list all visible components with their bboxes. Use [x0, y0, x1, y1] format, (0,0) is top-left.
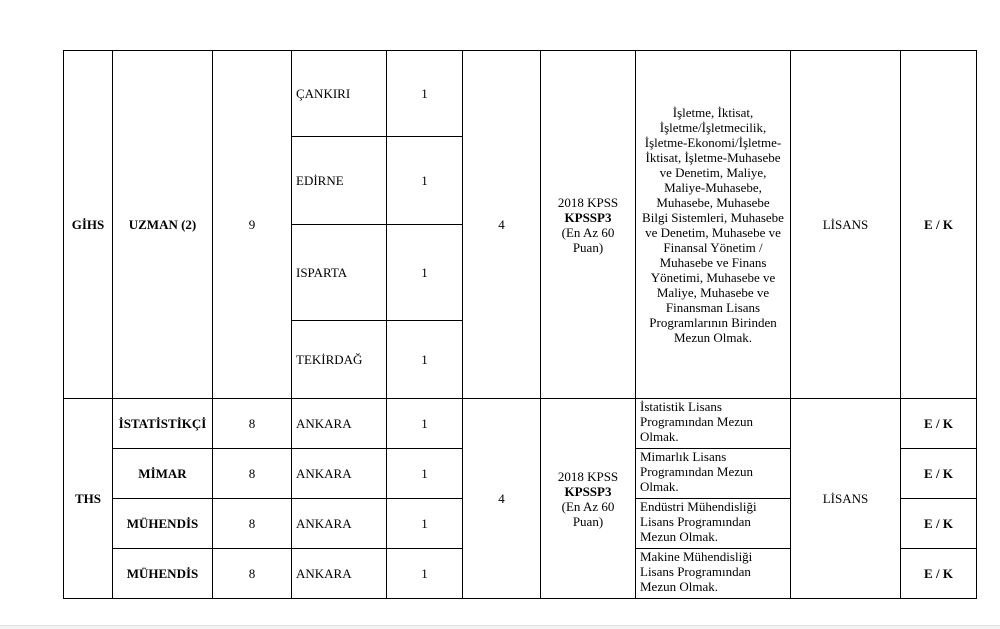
exam-line: 2018 KPSS: [557, 194, 619, 210]
qualification-line: İşletme-Ekonomi/İşletme-: [644, 134, 782, 150]
qualification-cell: [636, 51, 791, 399]
qualification-line: Endüstri Mühendisliği: [640, 499, 757, 514]
qualification-cell: [636, 449, 791, 499]
qualification-line: Lisans Programından: [640, 564, 751, 579]
quota-cell: 4: [463, 399, 541, 599]
total-cell: 8: [213, 399, 292, 449]
exam-line: Puan): [572, 513, 604, 529]
positions-table: [63, 50, 977, 599]
unit-cell: THS: [64, 399, 113, 599]
exam-line: 2018 KPSS: [557, 468, 619, 484]
gender-cell: E / K: [901, 549, 977, 599]
qualification-line: ve Denetim, Maliye,: [659, 164, 767, 180]
table-row: [64, 399, 977, 449]
qualification-line: Programından Mezun: [640, 464, 754, 479]
gender-cell: E / K: [901, 51, 977, 399]
qualification-line: Finansman Lisans: [665, 299, 761, 315]
city-cell: ANKARA: [292, 399, 387, 449]
exam-type: KPSSP3: [564, 209, 612, 225]
qualification-line: Programlarının Birinden: [649, 314, 777, 330]
exam-line: (En Az 60: [561, 224, 615, 240]
total-cell: 8: [213, 499, 292, 549]
education-cell: LİSANS: [791, 399, 901, 599]
qualification-line: Mezun Olmak.: [674, 329, 752, 345]
qualification-line: İşletme, İktisat,: [672, 104, 754, 120]
total-cell: 9: [213, 51, 292, 399]
qualification-line: Muhasebe, Muhasebe: [656, 194, 770, 210]
qualification-line: Yönetimi, Muhasebe ve: [650, 269, 776, 285]
qualification-line: Mimarlık Lisans: [640, 449, 727, 464]
count-cell: 1: [387, 51, 463, 137]
title-cell: UZMAN (2): [113, 51, 213, 399]
qualification-cell: [636, 399, 791, 449]
quota-cell: 4: [463, 51, 541, 399]
count-cell: 1: [387, 225, 463, 321]
gender-cell: E / K: [901, 449, 977, 499]
qualification-line: Finansal Yönetim /: [663, 239, 763, 255]
count-cell: 1: [387, 137, 463, 225]
exam-line: Puan): [572, 239, 604, 255]
exam-type: KPSSP3: [564, 483, 612, 499]
gender-cell: E / K: [901, 499, 977, 549]
exam-cell: [541, 51, 636, 399]
title-cell: MÜHENDİS: [113, 499, 213, 549]
city-cell: ISPARTA: [292, 225, 387, 321]
city-cell: ANKARA: [292, 499, 387, 549]
page-bottom-edge: [0, 625, 1000, 629]
qualification-line: Muhasebe ve Finans: [659, 254, 767, 270]
qualification-line: Makine Mühendisliği: [640, 549, 753, 564]
gender-cell: E / K: [901, 399, 977, 449]
count-cell: 1: [387, 549, 463, 599]
total-cell: 8: [213, 549, 292, 599]
city-cell: ANKARA: [292, 449, 387, 499]
table-row: [64, 51, 977, 137]
city-cell: EDİRNE: [292, 137, 387, 225]
qualification-line: Mezun Olmak.: [640, 529, 718, 544]
qualification-cell: [636, 549, 791, 599]
qualification-line: Programından Mezun: [640, 414, 754, 429]
exam-cell: [541, 399, 636, 599]
qualification-line: Lisans Programından: [640, 514, 751, 529]
qualification-line: Maliye, Muhasebe ve: [656, 284, 770, 300]
count-cell: 1: [387, 321, 463, 399]
city-cell: TEKİRDAĞ: [292, 321, 387, 399]
qualification-line: İstatistik Lisans: [640, 399, 722, 414]
qualification-line: Olmak.: [640, 479, 679, 494]
count-cell: 1: [387, 449, 463, 499]
qualification-line: Maliye-Muhasebe,: [664, 179, 762, 195]
qualification-line: Bilgi Sistemleri, Muhasebe: [642, 209, 784, 225]
city-cell: ANKARA: [292, 549, 387, 599]
qualification-line: İşletme/İşletmecilik,: [659, 119, 767, 135]
unit-cell: GİHS: [64, 51, 113, 399]
qualification-cell: [636, 499, 791, 549]
qualification-line: Mezun Olmak.: [640, 579, 718, 594]
title-cell: MÜHENDİS: [113, 549, 213, 599]
count-cell: 1: [387, 499, 463, 549]
exam-line: (En Az 60: [561, 498, 615, 514]
qualification-line: Olmak.: [640, 429, 679, 444]
education-cell: LİSANS: [791, 51, 901, 399]
title-cell: MİMAR: [113, 449, 213, 499]
total-cell: 8: [213, 449, 292, 499]
city-cell: ÇANKIRI: [292, 51, 387, 137]
qualification-line: ve Denetim, Muhasebe ve: [645, 224, 781, 240]
qualification-line: İktisat, İşletme-Muhasebe: [645, 149, 781, 165]
title-cell: İSTATİSTİKÇİ: [113, 399, 213, 449]
count-cell: 1: [387, 399, 463, 449]
